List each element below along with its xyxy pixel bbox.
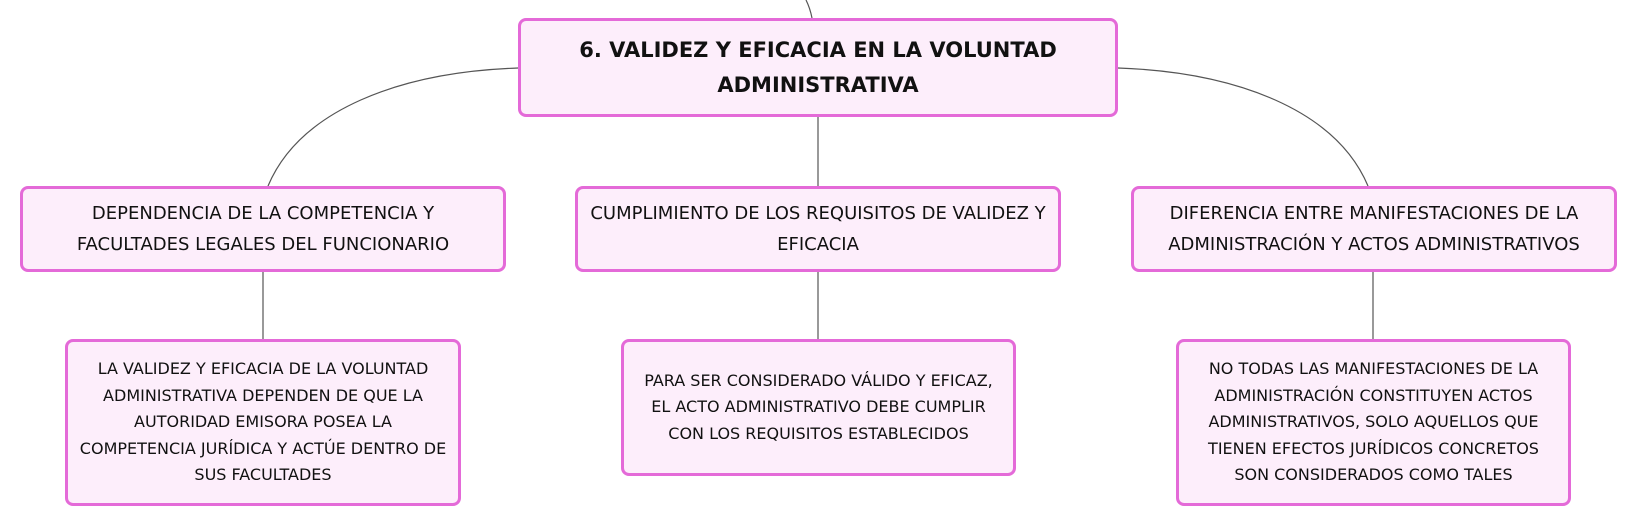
branch-topic-label: DIFERENCIA ENTRE MANIFESTACIONES DE LA ADMINISTRACIÓN Y ACTOS ADMINISTRATIVOS [1168, 203, 1580, 255]
connector-root-branch-1 [268, 68, 518, 186]
detail-topic-difference[interactable] [1176, 339, 1571, 506]
branch-topic-difference[interactable] [1131, 186, 1617, 272]
detail-topic-text: NO TODAS LAS MANIFESTACIONES DE LA ADMINISTRACIÓN CONSTITUYEN ACTOS ADMINISTRATIVOS, SOLO AQUELLOS QUE TIENEN EFECTOS JURÍDICOS CONCRETOS SON CONSIDERADOS COMO TALES [1208, 359, 1539, 485]
detail-topic-competence[interactable] [65, 339, 461, 506]
branch-topic-requirements[interactable] [575, 186, 1061, 272]
branch-topic-label: DEPENDENCIA DE LA COMPETENCIA Y FACULTADES LEGALES DEL FUNCIONARIO [76, 203, 450, 255]
branch-topic-label: CUMPLIMIENTO DE LOS REQUISITOS DE VALIDEZ Y EFICACIA [590, 203, 1046, 255]
detail-topic-requirements[interactable] [621, 339, 1016, 476]
detail-topic-text: PARA SER CONSIDERADO VÁLIDO Y EFICAZ, EL ACTO ADMINISTRATIVO DEBE CUMPLIR CON LOS REQUISITOS ESTABLECIDOS [644, 370, 993, 443]
branch-topic-competence[interactable] [20, 186, 506, 272]
root-topic-title: 6. VALIDEZ Y EFICACIA EN LA VOLUNTAD ADMINISTRATIVA [579, 37, 1057, 97]
connector-root-branch-3 [1118, 68, 1368, 186]
root-topic[interactable] [518, 18, 1118, 117]
detail-topic-text: LA VALIDEZ Y EFICACIA DE LA VOLUNTAD ADMINISTRATIVA DEPENDEN DE QUE LA AUTORIDAD EMISORA POSEA LA COMPETENCIA JURÍDICA Y ACTÚE DENTRO DE SUS FACULTADES [79, 359, 447, 485]
connector-incoming [806, 0, 812, 18]
